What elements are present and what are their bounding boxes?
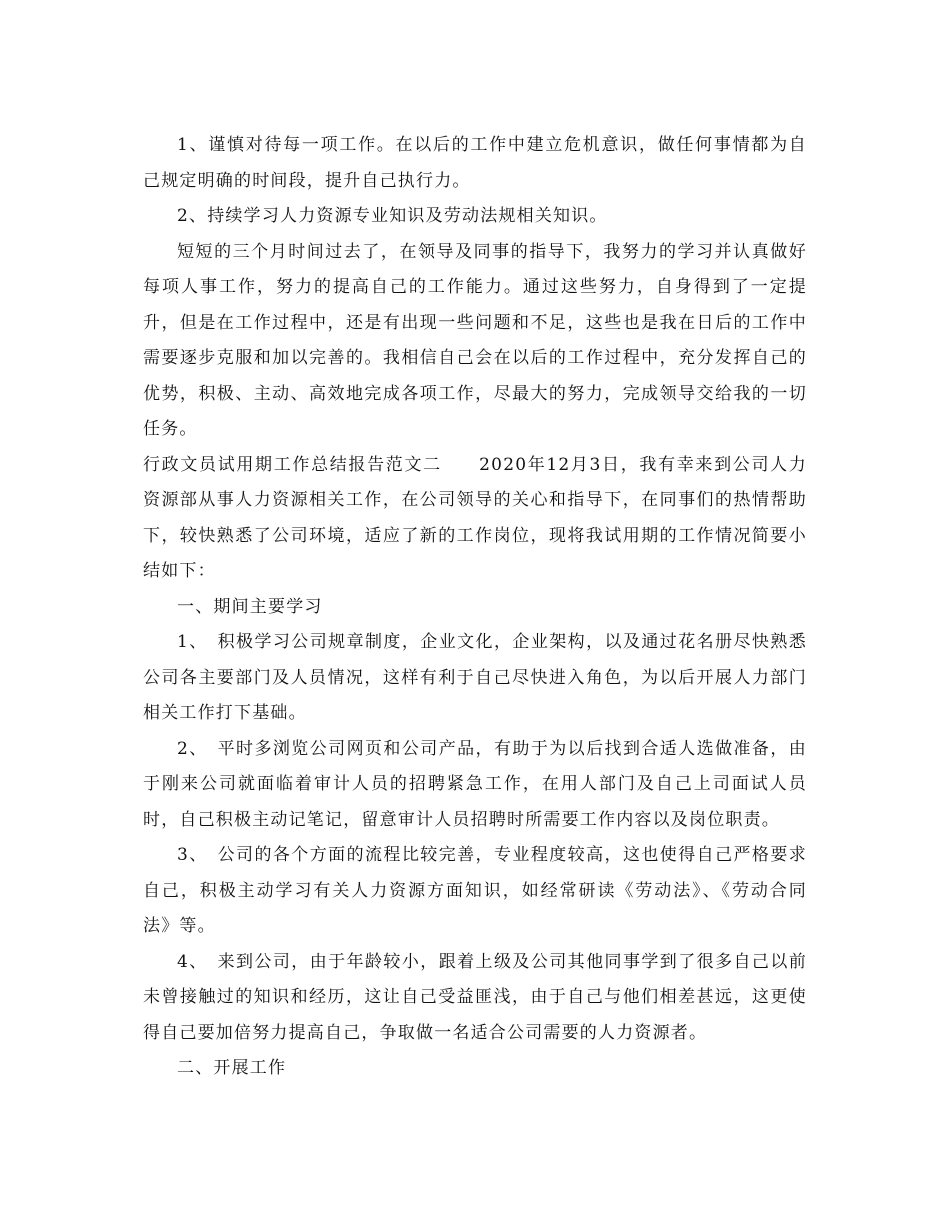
paragraph-study-4: 4、 来到公司，由于年龄较小，跟着上级及公司其他同事学到了很多自己以前未曾接触过的知识和经历，这让自己受益匪浅，由于自己与他们相差甚远，这更使得自己要加倍努力提高自己，争取做一名适合公司需要的人力资源者。 bbox=[143, 951, 807, 1043]
paragraph-summary: 短短的三个月时间过去了，在领导及同事的指导下，我努力的学习并认真做好每项人事工作，努力的提高自己的工作能力。通过这些努力，自身得到了一定提升，但是在工作过程中，还是有出现一些问题和不足，这些也是我在日后的工作中需要逐步克服和加以完善的。我相信自己会在以后的工作过程中，充分发挥自己的优势，积极、主动、高效地完成各项工作，尽最大的努力，完成领导交给我的一切任务。 bbox=[143, 241, 807, 439]
paragraph-point-1: 1、谨慎对待每一项工作。在以后的工作中建立危机意识，做任何事情都为自己规定明确的时间段，提升自己执行力。 bbox=[143, 135, 807, 191]
paragraph-study-1: 1、 积极学习公司规章制度，企业文化，企业架构，以及通过花名册尽快熟悉公司各主要部门及人员情况，这样有利于自己尽快进入角色，为以后开展人力部门相关工作打下基础。 bbox=[143, 632, 807, 723]
paragraph-report-two-intro: 行政文员试用期工作总结报告范文二 2020年12月3日，我有幸来到公司人力资源部从事人力资源相关工作，在公司领导的关心和指导下，在同事们的热情帮助下，较快熟悉了公司环境，适应了新的工作岗位，现将我试用期的工作情况简要小结如下： bbox=[143, 454, 807, 581]
paragraph-study-3: 3、 公司的各个方面的流程比较完善，专业程度较高，这也使得自己严格要求自己，积极主动学习有关人力资源方面知识，如经常研读《劳动法》、《劳动合同法》等。 bbox=[143, 845, 807, 936]
section-heading-work: 二、开展工作 bbox=[177, 1058, 287, 1078]
document-body bbox=[143, 128, 807, 1087]
paragraph-point-2: 2、持续学习人力资源专业知识及劳动法规相关知识。 bbox=[177, 206, 608, 226]
section-heading-study: 一、期间主要学习 bbox=[177, 596, 323, 617]
paragraph-study-2: 2、 平时多浏览公司网页和公司产品，有助于为以后找到合适人选做准备，由于刚来公司就面临着审计人员的招聘紧急工作，在用人部门及自己上司面试人员时，自己积极主动记笔记，留意审计人员招聘时所需要工作内容以及岗位职责。 bbox=[143, 738, 807, 830]
